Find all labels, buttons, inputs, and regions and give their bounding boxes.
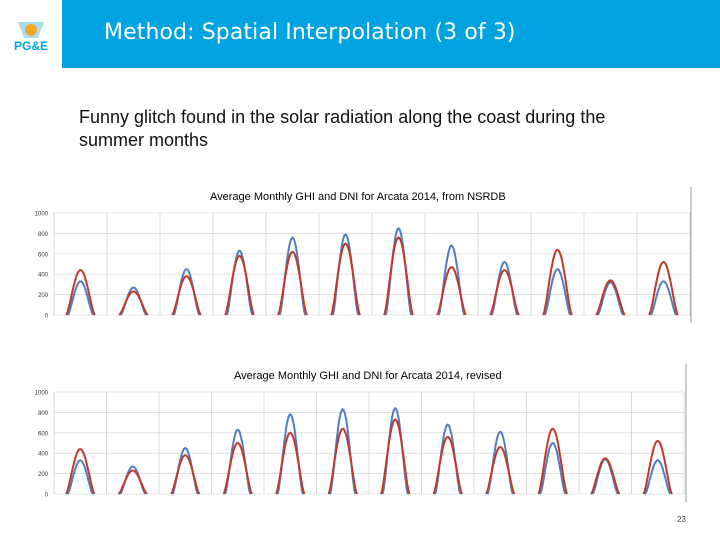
y-tick-label: 400	[37, 272, 48, 279]
chart-svg	[20, 362, 696, 504]
chart-title: Average Monthly GHI and DNI for Arcata 2014, from NSRDB	[210, 191, 506, 203]
y-tick-label: 800	[37, 410, 48, 417]
slide-title: Method: Spatial Interpolation (3 of 3)	[104, 20, 516, 45]
chart-title: Average Monthly GHI and DNI for Arcata 2014, revised	[234, 370, 502, 382]
y-tick-label: 800	[37, 231, 48, 238]
y-tick-label: 200	[37, 472, 48, 479]
y-tick-label: 200	[37, 293, 48, 300]
y-tick-label: 0	[44, 492, 48, 499]
slide-subtitle: Funny glitch found in the solar radiation along the coast during the summer months	[79, 107, 606, 150]
y-tick-label: 600	[37, 252, 48, 259]
y-tick-label: 1000	[34, 211, 48, 218]
pge-logo-icon	[10, 16, 52, 56]
page-number: 23	[677, 515, 686, 524]
logo-container	[0, 0, 62, 68]
chart-nsrdb	[20, 185, 696, 327]
y-tick-label: 600	[37, 431, 48, 438]
y-tick-label: 0	[44, 313, 48, 320]
header-bar	[0, 0, 720, 68]
svg-text:PG&E: PG&E	[13, 39, 49, 53]
y-tick-label: 1000	[34, 390, 48, 397]
y-tick-label: 400	[37, 451, 48, 458]
chart-revised	[20, 362, 696, 504]
chart-svg	[20, 185, 696, 327]
